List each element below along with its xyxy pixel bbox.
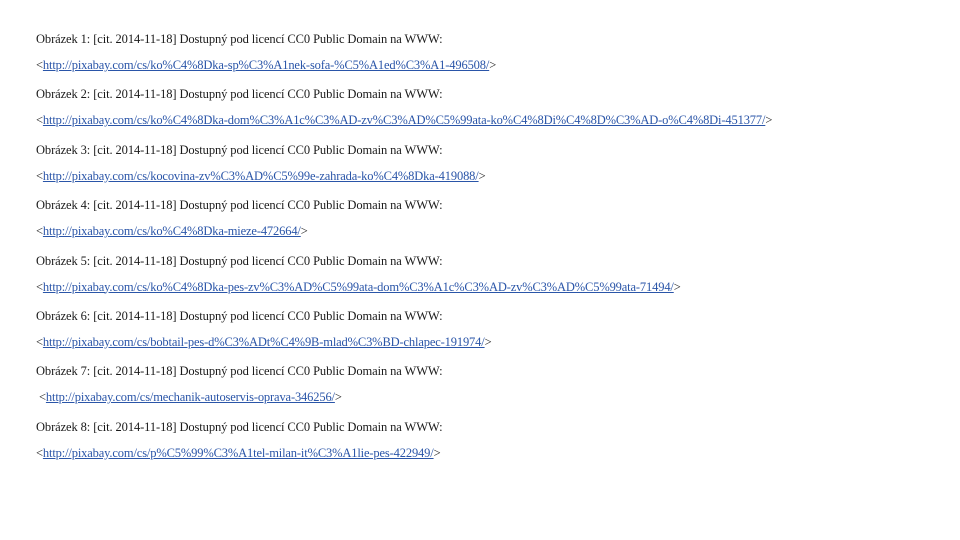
close-angle-bracket: > (765, 113, 773, 128)
reference-link[interactable]: http://pixabay.com/cs/ko%C4%8Dka-dom%C3%A1c%C3%AD-zv%C3%AD%C5%99ata-ko%C4%8Di%C4%8D%C3%AD-o%C4%8Di-451377/ (42, 113, 766, 128)
open-angle-bracket: < (36, 445, 43, 460)
reference-item-8 (36, 419, 936, 474)
reference-url-line (36, 334, 936, 350)
reference-url-line (36, 112, 936, 128)
close-angle-bracket: > (300, 224, 308, 239)
reference-link[interactable]: http://pixabay.com/cs/kocovina-zv%C3%AD%C5%99e-zahrada-ko%C4%8Dka-419088/ (42, 168, 479, 183)
open-angle-bracket: < (39, 390, 46, 405)
reference-caption: Obrázek 6: [cit. 2014-11-18] Dostupný pod licencí CC0 Public Domain na WWW: (36, 308, 443, 323)
reference-item-6 (36, 308, 936, 363)
reference-url-line (36, 389, 936, 405)
reference-url-line (36, 223, 936, 239)
open-angle-bracket: < (36, 113, 43, 128)
reference-url-line (36, 279, 936, 295)
open-angle-bracket: < (36, 279, 43, 294)
close-angle-bracket: > (673, 279, 681, 294)
reference-item-5 (36, 253, 936, 308)
close-angle-bracket: > (433, 445, 441, 460)
open-angle-bracket: < (36, 168, 43, 183)
reference-url-line (36, 57, 936, 73)
close-angle-bracket: > (334, 390, 342, 405)
close-angle-bracket: > (484, 334, 492, 349)
reference-link[interactable]: http://pixabay.com/cs/bobtail-pes-d%C3%ADt%C4%9B-mlad%C3%BD-chlapec-191974/ (42, 334, 485, 349)
reference-caption: Obrázek 2: [cit. 2014-11-18] Dostupný pod licencí CC0 Public Domain na WWW: (36, 87, 443, 102)
reference-caption: Obrázek 3: [cit. 2014-11-18] Dostupný pod licencí CC0 Public Domain na WWW: (36, 142, 443, 157)
reference-item-4 (36, 197, 936, 252)
reference-link[interactable]: http://pixabay.com/cs/ko%C4%8Dka-pes-zv%C3%AD%C5%99ata-dom%C3%A1c%C3%AD-zv%C3%AD%C5%99ata-71494/ (42, 279, 674, 294)
reference-url-line (36, 445, 936, 461)
reference-item-7 (36, 363, 936, 418)
reference-item-1 (36, 31, 936, 86)
reference-caption: Obrázek 1: [cit. 2014-11-18] Dostupný pod licencí CC0 Public Domain na WWW: (36, 32, 443, 46)
close-angle-bracket: > (478, 168, 486, 183)
reference-link[interactable]: http://pixabay.com/cs/mechanik-autoservis-oprava-346256/ (45, 390, 335, 405)
reference-item-2 (36, 86, 936, 141)
reference-link[interactable]: http://pixabay.com/cs/p%C5%99%C3%A1tel-milan-it%C3%A1lie-pes-422949/ (42, 445, 434, 460)
reference-url-line (36, 168, 936, 184)
reference-caption: Obrázek 8: [cit. 2014-11-18] Dostupný pod licencí CC0 Public Domain na WWW: (36, 419, 443, 434)
reference-link[interactable]: http://pixabay.com/cs/ko%C4%8Dka-mieze-472664/ (42, 224, 301, 239)
open-angle-bracket: < (36, 224, 43, 239)
reference-link[interactable]: http://pixabay.com/cs/ko%C4%8Dka-sp%C3%A1nek-sofa-%C5%A1ed%C3%A1-496508/ (42, 58, 490, 72)
reference-list (36, 31, 936, 474)
reference-caption: Obrázek 4: [cit. 2014-11-18] Dostupný pod licencí CC0 Public Domain na WWW: (36, 198, 443, 213)
reference-caption: Obrázek 5: [cit. 2014-11-18] Dostupný pod licencí CC0 Public Domain na WWW: (36, 253, 443, 268)
reference-caption: Obrázek 7: [cit. 2014-11-18] Dostupný pod licencí CC0 Public Domain na WWW: (36, 364, 443, 379)
open-angle-bracket: < (36, 58, 43, 72)
reference-item-3 (36, 142, 936, 197)
close-angle-bracket: > (489, 58, 497, 72)
open-angle-bracket: < (36, 334, 43, 349)
